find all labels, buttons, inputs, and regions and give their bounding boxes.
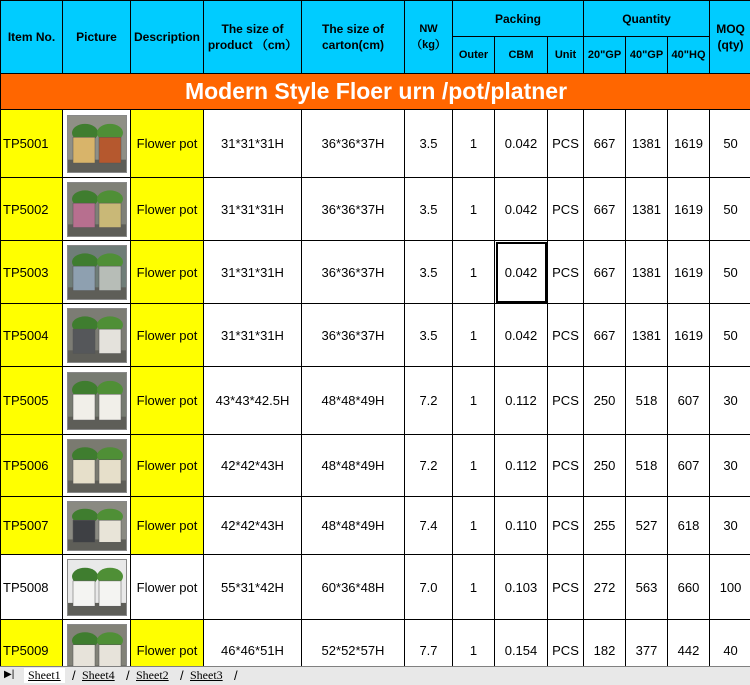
- header-packing[interactable]: Packing: [453, 1, 584, 37]
- cbm-cell[interactable]: 0.154: [495, 620, 548, 667]
- item-number-cell[interactable]: TP5007: [1, 497, 63, 555]
- qty-40gp-cell[interactable]: 527: [626, 497, 668, 555]
- header-description[interactable]: Description: [131, 1, 204, 74]
- tab-divider: /: [72, 668, 76, 683]
- picture-cell[interactable]: [63, 110, 131, 178]
- flower-pot-image[interactable]: [67, 439, 127, 493]
- carton-size-cell[interactable]: 36*36*37H: [302, 241, 405, 304]
- description-cell[interactable]: Flower pot: [131, 620, 204, 667]
- flower-pot-image[interactable]: [67, 372, 127, 430]
- product-size-cell[interactable]: 46*46*51H: [204, 620, 302, 667]
- carton-size-cell[interactable]: 48*48*49H: [302, 435, 405, 497]
- qty-20gp-cell[interactable]: 182: [584, 620, 626, 667]
- description-cell[interactable]: Flower pot: [131, 304, 204, 367]
- qty-20gp-cell[interactable]: 667: [584, 241, 626, 304]
- qty-40hq-cell[interactable]: 442: [668, 620, 710, 667]
- qty-40gp-cell[interactable]: 1381: [626, 304, 668, 367]
- qty-40hq-cell[interactable]: 1619: [668, 110, 710, 178]
- outer-qty-cell[interactable]: 1: [453, 497, 495, 555]
- tab-sheet4[interactable]: Sheet4: [78, 668, 119, 683]
- tab-sheet3[interactable]: Sheet3: [186, 668, 227, 683]
- net-weight-cell[interactable]: 7.7: [405, 620, 453, 667]
- unit-cell[interactable]: PCS: [548, 178, 584, 241]
- net-weight-cell[interactable]: 3.5: [405, 110, 453, 178]
- flower-pot-image[interactable]: [67, 624, 127, 667]
- qty-20gp-cell[interactable]: 667: [584, 304, 626, 367]
- qty-40gp-cell[interactable]: 1381: [626, 241, 668, 304]
- qty-40hq-cell[interactable]: 607: [668, 367, 710, 435]
- qty-40gp-cell[interactable]: 518: [626, 435, 668, 497]
- table-row: [1, 367, 750, 435]
- cbm-cell[interactable]: 0.042: [495, 178, 548, 241]
- qty-40gp-cell[interactable]: 563: [626, 555, 668, 620]
- qty-20gp-cell[interactable]: 667: [584, 110, 626, 178]
- qty-20gp-cell[interactable]: 250: [584, 367, 626, 435]
- tab-divider: /: [126, 668, 130, 683]
- product-size-cell[interactable]: 31*31*31H: [204, 178, 302, 241]
- moq-cell[interactable]: 30: [710, 435, 750, 497]
- cbm-cell[interactable]: 0.042: [495, 241, 548, 304]
- header-40hq[interactable]: 40"HQ: [668, 37, 710, 74]
- flower-pot-image[interactable]: [67, 559, 127, 616]
- unit-cell[interactable]: PCS: [548, 620, 584, 667]
- flower-pot-image[interactable]: [67, 182, 127, 237]
- qty-40gp-cell[interactable]: 1381: [626, 178, 668, 241]
- header-outer[interactable]: Outer: [453, 37, 495, 74]
- qty-40hq-cell[interactable]: 618: [668, 497, 710, 555]
- unit-cell[interactable]: PCS: [548, 367, 584, 435]
- moq-cell[interactable]: 30: [710, 367, 750, 435]
- qty-40gp-cell[interactable]: 377: [626, 620, 668, 667]
- net-weight-cell[interactable]: 7.2: [405, 367, 453, 435]
- banner-title[interactable]: Modern Style Floer urn /pot/platner: [1, 74, 750, 110]
- carton-size-cell[interactable]: 60*36*48H: [302, 555, 405, 620]
- product-size-cell[interactable]: 31*31*31H: [204, 304, 302, 367]
- tab-scroll-arrows[interactable]: ▶|: [4, 669, 14, 680]
- item-number-cell[interactable]: TP5008: [1, 555, 63, 620]
- moq-cell[interactable]: 50: [710, 110, 750, 178]
- outer-qty-cell[interactable]: 1: [453, 241, 495, 304]
- unit-cell[interactable]: PCS: [548, 435, 584, 497]
- picture-cell[interactable]: [63, 178, 131, 241]
- cbm-cell[interactable]: 0.110: [495, 497, 548, 555]
- product-size-cell[interactable]: 43*43*42.5H: [204, 367, 302, 435]
- cbm-cell[interactable]: 0.103: [495, 555, 548, 620]
- outer-qty-cell[interactable]: 1: [453, 367, 495, 435]
- picture-cell[interactable]: [63, 304, 131, 367]
- header-quantity[interactable]: Quantity: [584, 1, 710, 37]
- header-size-product[interactable]: The size of product （cm）: [204, 1, 302, 74]
- qty-40gp-cell[interactable]: 1381: [626, 110, 668, 178]
- outer-qty-cell[interactable]: 1: [453, 555, 495, 620]
- table-row: [1, 241, 750, 304]
- qty-20gp-cell[interactable]: 667: [584, 178, 626, 241]
- qty-20gp-cell[interactable]: 272: [584, 555, 626, 620]
- item-number-cell[interactable]: TP5006: [1, 435, 63, 497]
- header-moq[interactable]: MOQ (qty): [710, 1, 750, 74]
- moq-cell[interactable]: 40: [710, 620, 750, 667]
- outer-qty-cell[interactable]: 1: [453, 110, 495, 178]
- carton-size-cell[interactable]: 48*48*49H: [302, 497, 405, 555]
- qty-40hq-cell[interactable]: 1619: [668, 304, 710, 367]
- header-20gp[interactable]: 20"GP: [584, 37, 626, 74]
- picture-cell[interactable]: [63, 435, 131, 497]
- table-row: [1, 435, 750, 497]
- net-weight-cell[interactable]: 3.5: [405, 304, 453, 367]
- carton-size-cell[interactable]: 36*36*37H: [302, 178, 405, 241]
- cbm-cell[interactable]: 0.112: [495, 367, 548, 435]
- outer-qty-cell[interactable]: 1: [453, 304, 495, 367]
- picture-cell[interactable]: [63, 555, 131, 620]
- picture-cell[interactable]: [63, 241, 131, 304]
- moq-cell[interactable]: 100: [710, 555, 750, 620]
- picture-cell[interactable]: [63, 620, 131, 667]
- moq-cell[interactable]: 50: [710, 178, 750, 241]
- table-row: [1, 110, 750, 178]
- product-size-cell[interactable]: 42*42*43H: [204, 435, 302, 497]
- table-row: [1, 555, 750, 620]
- net-weight-cell[interactable]: 7.0: [405, 555, 453, 620]
- header-picture[interactable]: Picture: [63, 1, 131, 74]
- outer-qty-cell[interactable]: 1: [453, 178, 495, 241]
- qty-40hq-cell[interactable]: 607: [668, 435, 710, 497]
- product-size-cell[interactable]: 31*31*31H: [204, 110, 302, 178]
- net-weight-cell[interactable]: 7.4: [405, 497, 453, 555]
- unit-cell[interactable]: PCS: [548, 555, 584, 620]
- net-weight-cell[interactable]: 7.2: [405, 435, 453, 497]
- cbm-cell[interactable]: 0.112: [495, 435, 548, 497]
- picture-cell[interactable]: [63, 497, 131, 555]
- description-cell[interactable]: Flower pot: [131, 367, 204, 435]
- cbm-cell[interactable]: 0.042: [495, 304, 548, 367]
- description-cell[interactable]: Flower pot: [131, 555, 204, 620]
- tab-divider: /: [180, 668, 184, 683]
- moq-cell[interactable]: 30: [710, 497, 750, 555]
- tab-sheet1[interactable]: Sheet1: [24, 668, 65, 683]
- flower-pot-image[interactable]: [67, 245, 127, 300]
- moq-cell[interactable]: 50: [710, 304, 750, 367]
- table-row: [1, 178, 750, 241]
- carton-size-cell[interactable]: 52*52*57H: [302, 620, 405, 667]
- outer-qty-cell[interactable]: 1: [453, 620, 495, 667]
- header-item-no[interactable]: Item No.: [1, 1, 63, 74]
- header-unit[interactable]: Unit: [548, 37, 584, 74]
- table-row: [1, 497, 750, 555]
- item-number-cell[interactable]: TP5004: [1, 304, 63, 367]
- table-row: [1, 304, 750, 367]
- flower-pot-image[interactable]: [67, 501, 127, 551]
- flower-pot-image[interactable]: [67, 308, 127, 363]
- moq-cell[interactable]: 50: [710, 241, 750, 304]
- product-size-cell[interactable]: 55*31*42H: [204, 555, 302, 620]
- item-number-cell[interactable]: TP5003: [1, 241, 63, 304]
- unit-cell[interactable]: PCS: [548, 110, 584, 178]
- item-number-cell[interactable]: TP5009: [1, 620, 63, 667]
- qty-20gp-cell[interactable]: 255: [584, 497, 626, 555]
- item-number-cell[interactable]: TP5001: [1, 110, 63, 178]
- description-cell[interactable]: Flower pot: [131, 241, 204, 304]
- description-cell[interactable]: Flower pot: [131, 178, 204, 241]
- header-40gp[interactable]: 40"GP: [626, 37, 668, 74]
- sheet-tab-bar: [0, 666, 750, 685]
- picture-cell[interactable]: [63, 367, 131, 435]
- tab-divider: /: [234, 668, 238, 683]
- item-number-cell[interactable]: TP5002: [1, 178, 63, 241]
- qty-40hq-cell[interactable]: 1619: [668, 241, 710, 304]
- item-number-cell[interactable]: TP5005: [1, 367, 63, 435]
- tab-sheet2[interactable]: Sheet2: [132, 668, 173, 683]
- qty-20gp-cell[interactable]: 250: [584, 435, 626, 497]
- unit-cell[interactable]: PCS: [548, 304, 584, 367]
- qty-40hq-cell[interactable]: 1619: [668, 178, 710, 241]
- flower-pot-image[interactable]: [67, 115, 127, 173]
- cbm-cell[interactable]: 0.042: [495, 110, 548, 178]
- carton-size-cell[interactable]: 36*36*37H: [302, 304, 405, 367]
- qty-40hq-cell[interactable]: 660: [668, 555, 710, 620]
- unit-cell[interactable]: PCS: [548, 241, 584, 304]
- description-cell[interactable]: Flower pot: [131, 435, 204, 497]
- unit-cell[interactable]: PCS: [548, 497, 584, 555]
- net-weight-cell[interactable]: 3.5: [405, 241, 453, 304]
- product-size-cell[interactable]: 31*31*31H: [204, 241, 302, 304]
- carton-size-cell[interactable]: 48*48*49H: [302, 367, 405, 435]
- qty-40gp-cell[interactable]: 518: [626, 367, 668, 435]
- net-weight-cell[interactable]: 3.5: [405, 178, 453, 241]
- header-nw[interactable]: NW （kg）: [405, 1, 453, 74]
- header-size-carton[interactable]: The size of carton(cm): [302, 1, 405, 74]
- description-cell[interactable]: Flower pot: [131, 497, 204, 555]
- header-cbm[interactable]: CBM: [495, 37, 548, 74]
- outer-qty-cell[interactable]: 1: [453, 435, 495, 497]
- table-row: [1, 620, 750, 667]
- description-cell[interactable]: Flower pot: [131, 110, 204, 178]
- product-size-cell[interactable]: 42*42*43H: [204, 497, 302, 555]
- carton-size-cell[interactable]: 36*36*37H: [302, 110, 405, 178]
